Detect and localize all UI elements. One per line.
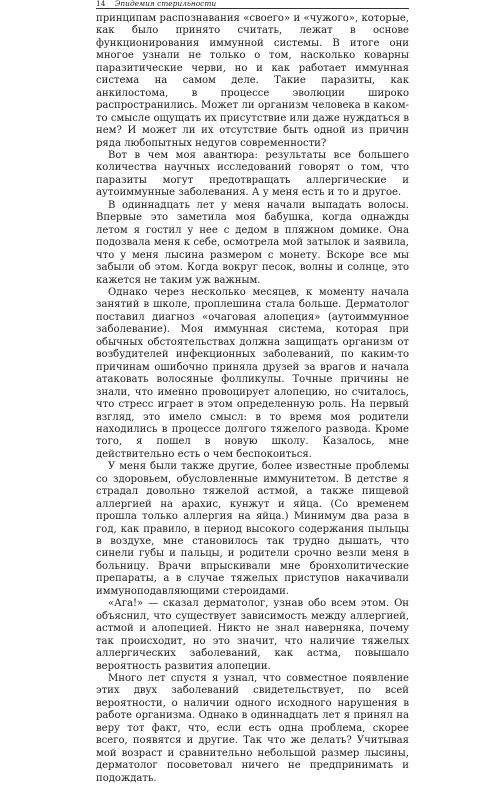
paragraph: В одиннадцать лет у меня начали выпадать волосы. Впервые это заметила моя бабушка, когда однажды летом я гостил у нее с дедом в пляжном домике. Она подозвала меня к себе, осмотрела мой затылок и заявила, что у меня лысина размером с монету. Вскоре все мы забыли об этом. Когда вокруг песок, волны и солнце, это кажется не таким уж важным. <box>96 199 409 286</box>
paragraph: Много лет спустя я узнал, что совместное появление этих двух заболеваний свидетельствует, по всей вероятности, о наличии одного исходного нарушения в работе организма. Однако в одиннадцать лет я принял на веру тот факт, что, если есть одна проблема, скорее всего, появятся и другие. Так что же делать? Учитывая мой возраст и сравнительно небольшой размер лысины, дерматолог посоветовал ничего не предпринимать и подождать. <box>96 673 409 784</box>
body-text <box>96 13 409 785</box>
paragraph: У меня были также другие, более известные проблемы со здоровьем, обусловленные иммунитетом. В детстве я страдал довольно тяжелой астмой, а также пищевой аллергией на арахис, кунжут и яйца. (Со временем прошла только аллергия на яйца.) Минимум два раза в год, как правило, в период высокого содержания пыльцы в воздухе, мне становилось так трудно дышать, что синели губы и пальцы, и родители срочно везли меня в больницу. Врачи впрыскивали мне бронхолитические препараты, а в случае тяжелых приступов накачивали иммуноподавляющими стероидами. <box>96 461 409 597</box>
running-header <box>96 0 409 9</box>
paragraph: Однако через несколько месяцев, к моменту начала занятий в школе, проплешина стала больше. Дерматолог поставил диагноз «очаговая алопеция» (аутоиммунное заболевание). Моя иммунная система, которая при обычных обстоятельствах должна защищать организм от возбудителей инфекционных заболеваний, по каким-то причинам ошибочно приняла друзей за врагов и начала атаковать волосяные фолликулы. Точные причины не знали, что именно провоцирует алопецию, но считалось, что стресс играет в этом определенную роль. На первый взгляд, это имело смысл: в то время моя родители находились в процессе долгого тяжелого развода. Кроме того, я пошел в новую школу. Казалось, мне действительно есть о чем беспокоиться. <box>96 286 409 460</box>
paragraph-continued: принципам распознавания «своего» и «чужого», которые, как было принято считать, лежат в основе функционирования иммунной системы. В итоге они многое узнали не только о том, насколько коварны паразитические черви, но и как работает иммунная система на самом деле. Такие паразиты, как анкилостома, в процессе эволюции широко распространились. Может ли организм человека в каком-то смысле ощущать их присутствие или даже нуждаться в нем? И может ли их отсутствие быть одной из причин ряда любопытных недугов современности? <box>96 13 409 149</box>
paragraph: «Ага!» — сказал дерматолог, узнав обо всем этом. Он объяснил, что существует зависимость между аллергией, астмой и алопецией. Никто не знал наверняка, почему так происходит, но это значит, что наличие тяжелых аллергических заболеваний, как астма, повышало вероятность развития алопеции. <box>96 598 409 672</box>
paragraph: Вот в чем моя авантюра: результаты все большего количества научных исследований говорят о том, что паразиты могут предотвращать аллергические и аутоиммунные заболевания. А у меня есть и то и другое. <box>96 149 409 199</box>
running-title: Эпидемия стерильности <box>114 0 217 8</box>
page-number: 14 <box>96 0 106 8</box>
